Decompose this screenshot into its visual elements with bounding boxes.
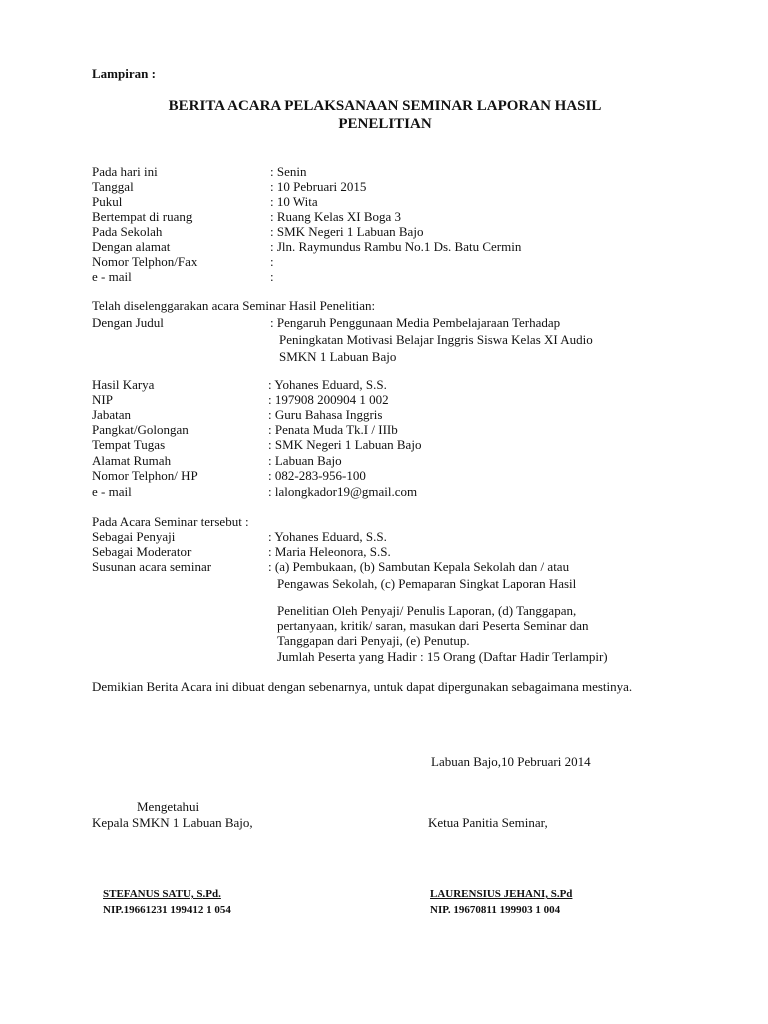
- field-label: Pada Sekolah: [92, 224, 163, 239]
- field-value: :: [270, 269, 274, 284]
- place-date: Labuan Bajo,10 Pebruari 2014: [431, 754, 591, 769]
- committee-chair-title: Ketua Panitia Seminar,: [428, 815, 548, 830]
- chair-name: LAURENSIUS JEHANI, S.Pd: [430, 888, 573, 900]
- field-label: Bertempat di ruang: [92, 209, 193, 224]
- field-value: : SMK Negeri 1 Labuan Bajo: [270, 224, 424, 239]
- acknowledged-label: Mengetahui: [137, 799, 200, 814]
- agenda-line: Penelitian Oleh Penyaji/ Penulis Laporan, (d) Tanggapan,: [277, 603, 577, 618]
- field-value: : Labuan Bajo: [268, 453, 342, 468]
- research-title-line3: SMKN 1 Labuan Bajo: [279, 349, 397, 364]
- field-label: Hasil Karya: [92, 377, 155, 392]
- document-title-line2: PENELITIAN: [338, 116, 432, 132]
- field-label: Dengan Judul: [92, 315, 164, 330]
- field-label: Nomor Telphon/ HP: [92, 468, 198, 483]
- research-title-line1: : Pengaruh Penggunaan Media Pembelajaraan Terhadap: [270, 315, 561, 330]
- field-label: Susunan acara seminar: [92, 559, 212, 574]
- field-label: Alamat Rumah: [92, 453, 172, 468]
- research-title-line2: Peningkatan Motivasi Belajar Inggris Siswa Kelas XI Audio: [279, 332, 593, 347]
- agenda-line: Tanggapan dari Penyaji, (e) Penutup.: [277, 633, 470, 648]
- principal-title: Kepala SMKN 1 Labuan Bajo,: [92, 815, 253, 830]
- agenda-line: Pengawas Sekolah, (c) Pemaparan Singkat Laporan Hasil: [277, 576, 577, 591]
- field-value: : Jln. Raymundus Rambu No.1 Ds. Batu Cermin: [270, 239, 522, 254]
- field-value: : 10 Pebruari 2015: [270, 179, 367, 194]
- field-value: : Guru Bahasa Inggris: [268, 407, 383, 422]
- field-value: : SMK Negeri 1 Labuan Bajo: [268, 437, 422, 452]
- field-value: : 10 Wita: [270, 194, 318, 209]
- principal-name: STEFANUS SATU, S.Pd.: [103, 888, 221, 900]
- principal-nip: NIP.19661231 199412 1 054: [103, 904, 231, 916]
- field-label: Sebagai Penyaji: [92, 529, 176, 544]
- field-label: e - mail: [92, 484, 132, 499]
- field-value: : Senin: [270, 164, 307, 179]
- field-label: Dengan alamat: [92, 239, 171, 254]
- field-value: : 197908 200904 1 002: [268, 392, 389, 407]
- field-label: Pada hari ini: [92, 164, 158, 179]
- field-label: Pangkat/Golongan: [92, 422, 189, 437]
- field-value: : 082-283-956-100: [268, 468, 366, 483]
- field-value: :: [270, 254, 274, 269]
- field-value: : Yohanes Eduard, S.S.: [268, 377, 387, 392]
- document-title-line1: BERITA ACARA PELAKSANAAN SEMINAR LAPORAN HASIL: [168, 98, 602, 114]
- field-value: : Maria Heleonora, S.S.: [268, 544, 391, 559]
- intro-text: Telah diselenggarakan acara Seminar Hasil Penelitian:: [92, 298, 376, 313]
- email-value: : lalongkador19@gmail.com: [268, 484, 418, 499]
- closing-paragraph: Demikian Berita Acara ini dibuat dengan sebenarnya, untuk dapat dipergunakan sebagaimana mestinya.: [92, 679, 633, 694]
- chair-nip: NIP. 19670811 199903 1 004: [430, 904, 561, 916]
- field-label: Nomor Telphon/Fax: [92, 254, 198, 269]
- field-label: NIP: [92, 392, 113, 407]
- field-label: Pukul: [92, 194, 123, 209]
- field-value: : Penata Muda Tk.I / IIIb: [268, 422, 398, 437]
- field-label: Tempat Tugas: [92, 437, 166, 452]
- field-label: Tanggal: [92, 179, 134, 194]
- field-label: e - mail: [92, 269, 132, 284]
- field-value: : Yohanes Eduard, S.S.: [268, 529, 387, 544]
- attachment-label: Lampiran :: [92, 66, 156, 81]
- field-value: : Ruang Kelas XI Boga 3: [270, 209, 402, 224]
- field-label: Sebagai Moderator: [92, 544, 192, 559]
- attendance-line: Jumlah Peserta yang Hadir : 15 Orang (Daftar Hadir Terlampir): [277, 649, 608, 664]
- field-label: Jabatan: [92, 407, 131, 422]
- section-heading: Pada Acara Seminar tersebut :: [92, 514, 249, 529]
- agenda-line: : (a) Pembukaan, (b) Sambutan Kepala Sekolah dan / atau: [268, 559, 570, 574]
- agenda-line: pertanyaan, kritik/ saran, masukan dari Peserta Seminar dan: [277, 618, 589, 633]
